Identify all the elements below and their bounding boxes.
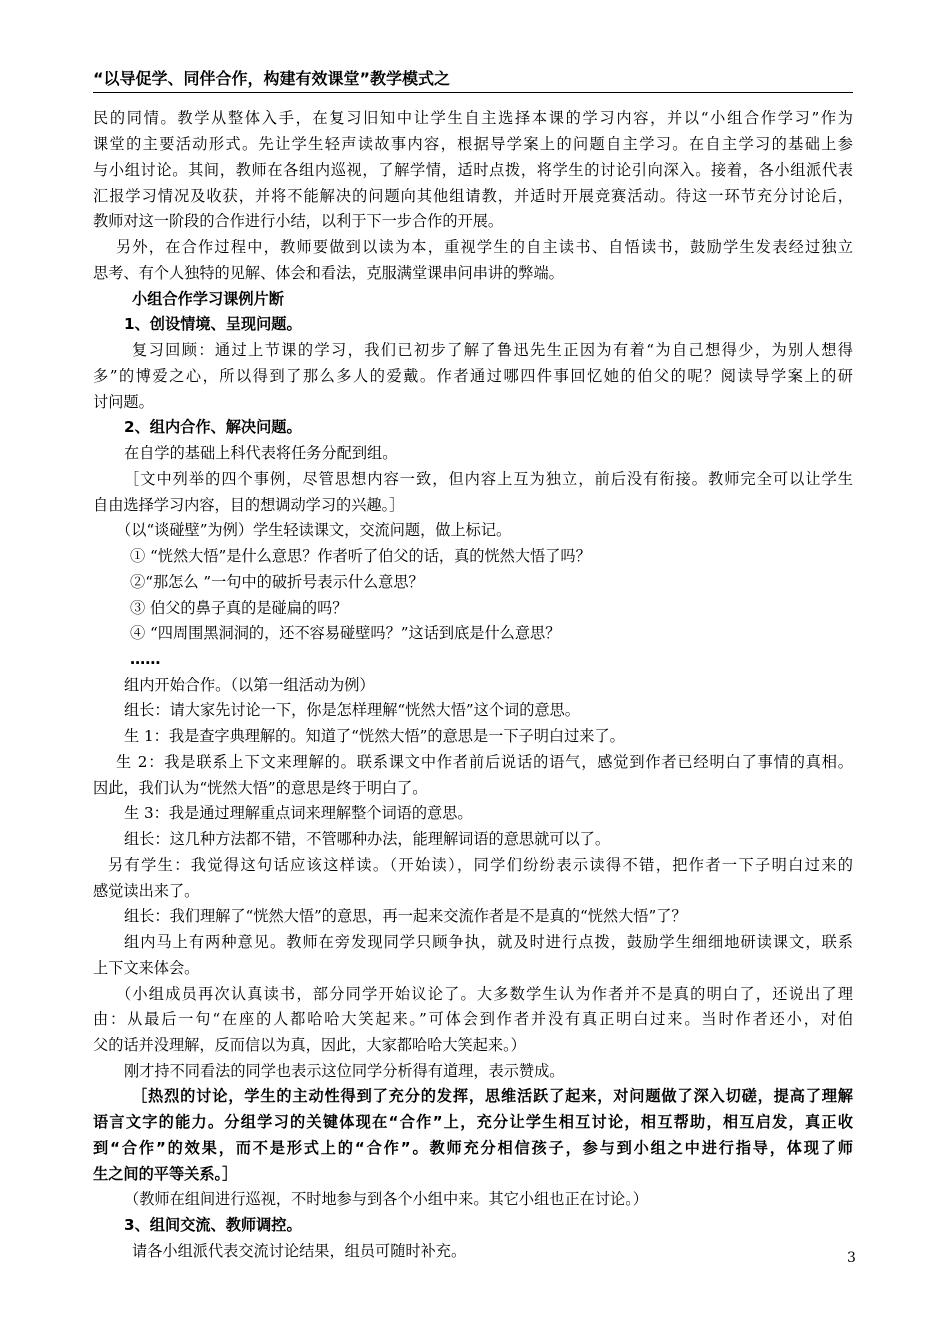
text-line: ③ 伯父的鼻子真的是碰扁的吗？	[130, 599, 348, 617]
text-line: （以“谈碰壁”为例）学生轻读课文，交流问题，做上标记。	[116, 521, 512, 539]
text-line: （小组成员再次认真读书，部分同学开始议论了。大多数学生认为作者并不是真的明白了，还说出了理	[116, 985, 855, 1003]
text-line: 课堂的主要活动形式。先让学生轻声读故事内容，根据导学案上的问题自主学习。在自主学习的基础上参	[93, 135, 855, 153]
text-line: 组内马上有两种意见。教师在旁发现同学只顾争执，就及时进行点拨，鼓励学生细细地研读课文，联系	[124, 933, 855, 951]
text-line: 教师对这一阶段的合作进行小结，以利于下一步合作的开展。	[93, 212, 504, 230]
text-line: 另有学生：我觉得这句话应该这样读。（开始读），同学们纷纷表示读得不错，把作者一下子明白过来的	[108, 856, 855, 874]
text-line: 因此，我们认为“恍然大悟”的意思是终于明白了。	[93, 779, 428, 797]
text-line: 组内开始合作。（以第一组活动为例）	[124, 676, 375, 694]
text-line: 汇报学习情况及收获，并将不能解决的问题向其他组请教，并适时开展竞赛活动。待这一环节充分讨论后，	[93, 187, 855, 205]
text-line: 复习回顾：通过上节课的学习，我们已初步了解了鲁迅先生正因为有着“为自己想得少，为别人想得	[132, 341, 855, 359]
text-line: 民的同情。教学从整体入手，在复习旧知中让学生自主选择本课的学习内容，并以“小组合作学习”作为	[93, 109, 855, 127]
text-line: 思考、有个人独特的见解、体会和看法，克服满堂课串问串讲的弊端。	[93, 264, 564, 282]
text-line: 2、组内合作、解决问题。	[124, 418, 302, 436]
text-line: 由：从最后一句“在座的人都哈哈大笑起来。”可体会到作者并没有真正明白过来。当时作者还小，对伯	[93, 1010, 855, 1028]
text-line: 上下文来体会。	[93, 959, 200, 977]
text-line: 生 1：我是查字典理解的。知道了“恍然大悟”的意思是一下子明白过来了。	[124, 727, 625, 745]
text-line: 组长：这几种方法都不错，不管哪种办法，能理解词语的意思就可以了。	[124, 830, 610, 848]
text-line: 3、组间交流、教师调控。	[124, 1216, 302, 1234]
text-line: 刚才持不同看法的同学也表示这位同学分析得有道理，表示赞成。	[124, 1062, 565, 1080]
page-header	[93, 62, 853, 93]
text-line: 到“合作”的效果，而不是形式上的“合作”。教师充分相信孩子，参与到小组之中进行指导，体现了师	[93, 1139, 855, 1157]
text-line: 父的话并没理解，反而信以为真，因此，大家都哈哈大笑起来。）	[93, 1036, 526, 1054]
text-line: 语言文字的能力。分组学习的关键体现在“合作”上，充分让学生相互讨论，相互帮助，相互启发，真正收	[93, 1113, 855, 1131]
text-line: ［热烈的讨论，学生的主动性得到了充分的发挥，思维活跃了起来，对问题做了深入切磋，提高了理解	[132, 1087, 854, 1105]
text-line: 自由选择学习内容，目的想调动学习的兴趣。］	[93, 496, 405, 514]
text-line: 生 3：我是通过理解重点词来理解整个词语的意思。	[124, 804, 473, 822]
text-line: 在自学的基础上科代表将任务分配到组。	[124, 444, 398, 462]
header-title: “以导促学、同伴合作，构建有效课堂”教学模式之	[93, 69, 451, 88]
text-line: 小组合作学习课例片断	[132, 290, 284, 308]
text-line: 组长：请大家先讨论一下，你是怎样理解“恍然大悟”这个词的意思。	[124, 701, 580, 719]
text-line: 组长：我们理解了“恍然大悟”的意思，再一起来交流作者是不是真的“恍然大悟”了？	[124, 907, 687, 925]
text-line: 1、创设情境、呈现问题。	[124, 315, 302, 333]
page-number: 3	[847, 1250, 856, 1266]
text-line: 感觉读出来了。	[93, 882, 200, 900]
text-line: ……	[130, 650, 161, 668]
text-line: ［文中列举的四个事例，尽管思想内容一致，但内容上互为独立，前后没有衔接。教师完全可以让学生	[124, 470, 855, 488]
text-line: 讨问题。	[93, 393, 154, 411]
text-line: ① “恍然大悟”是什么意思？作者听了伯父的话，真的恍然大悟了吗？	[130, 547, 591, 565]
text-line: 请各小组派代表交流讨论结果，组员可随时补充。	[132, 1242, 467, 1260]
text-line: （教师在组间进行巡视，不时地参与到各个小组中来。其它小组也正在讨论。）	[124, 1190, 648, 1208]
text-line: ④ “四周围黑洞洞的，还不容易碰壁吗？”这话到底是什么意思？	[130, 624, 561, 642]
text-line: 生之间的平等关系。］	[93, 1165, 238, 1183]
text-line: 另外，在合作过程中，教师要做到以读为本，重视学生的自主读书、自悟读书，鼓励学生发表经过独立	[116, 238, 855, 256]
text-line: 多”的博爱之心，所以得到了那么多人的爱戴。作者通过哪四件事回忆她的伯父的呢？阅读导学案上的研	[93, 367, 855, 385]
text-line: ②“那怎么 ”一句中的破折号表示什么意思？	[130, 573, 424, 591]
text-line: 与小组讨论。其间，教师在各组内巡视，了解学情，适时点拨，将学生的讨论引向深入。接着，各小组派代表	[93, 161, 854, 179]
text-line: 生 2：我是联系上下文来理解的。联系课文中作者前后说话的语气，感觉到作者已经明白了事情的真相。	[116, 753, 854, 771]
